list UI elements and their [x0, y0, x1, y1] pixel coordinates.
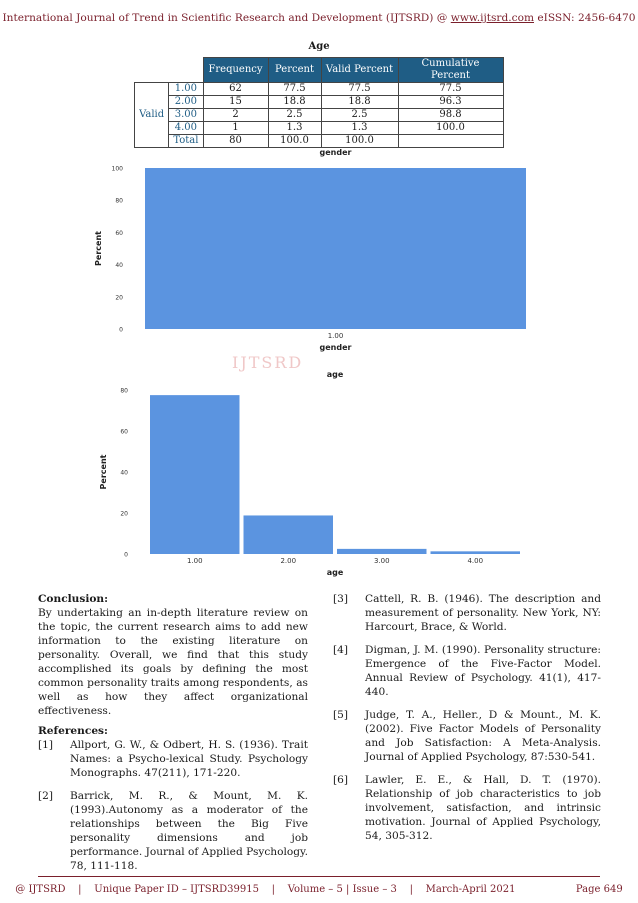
- table-cell: 1.3: [268, 122, 321, 135]
- table-row: [135, 122, 504, 135]
- reference-item: [333, 773, 601, 843]
- row-group-label: Valid: [135, 83, 169, 148]
- row-label: 4.00: [169, 122, 203, 135]
- reference-item: [38, 789, 308, 873]
- reference-number: [6]: [333, 774, 349, 786]
- table-cell: 100.0: [398, 122, 503, 135]
- chart-bar: [145, 168, 526, 329]
- reference-number: [5]: [333, 709, 349, 721]
- page-footer: @ IJTSRD | Unique Paper ID – IJTSRD39915 | Volume – 5 | Issue – 3 | March-April 2021 Page 649: [15, 884, 623, 895]
- reference-item: [333, 643, 601, 699]
- y-tick-label: 40: [115, 262, 123, 270]
- reference-text: Barrick, M. R., & Mount, M. K. (1993).Autonomy as a moderator of the relationships between the Big Five personality dimensions and job performance. Journal of Applied Psychology. 78, 111-118.: [70, 790, 308, 872]
- reference-number: [3]: [333, 593, 349, 605]
- table-title: Age: [308, 41, 330, 52]
- reference-number: [4]: [333, 644, 349, 656]
- chart-bar: [337, 549, 427, 554]
- table-cell: 2.5: [321, 109, 398, 122]
- reference-text: Cattell, R. B. (1946). The description and measurement of personality. New York, NY: Harcourt, Brace, & World.: [365, 593, 601, 633]
- journal-link[interactable]: www.ijtsrd.com: [450, 12, 534, 24]
- column-header: Valid Percent: [321, 58, 398, 83]
- table-cell: 2: [203, 109, 268, 122]
- age-frequency-table: [134, 57, 504, 148]
- chart-bar: [244, 515, 334, 554]
- table-cell: 18.8: [268, 96, 321, 109]
- x-axis-label: gender: [319, 343, 352, 352]
- table-row: [135, 96, 504, 109]
- table-cell: 98.8: [398, 109, 503, 122]
- gender-bar-chart: [0, 143, 638, 368]
- column-header: Cumulative Percent: [398, 58, 503, 83]
- reference-item: [333, 592, 601, 634]
- header-prefix: International Journal of Trend in Scientific Research and Development (IJTSRD) @: [2, 12, 451, 24]
- table-corner: [135, 58, 204, 83]
- row-label: 2.00: [169, 96, 203, 109]
- y-tick-label: 100: [111, 165, 123, 173]
- age-bar-chart: [0, 366, 638, 581]
- column-header: Percent: [268, 58, 321, 83]
- reference-item: [333, 708, 601, 764]
- table-cell: 96.3: [398, 96, 503, 109]
- table-cell: 1: [203, 122, 268, 135]
- x-tick-label: 1.00: [327, 332, 344, 340]
- table-cell: 77.5: [321, 83, 398, 96]
- left-column: [38, 592, 308, 882]
- table-cell: 80: [203, 135, 268, 148]
- chart-title: age: [326, 370, 344, 379]
- x-tick-label: 3.00: [373, 557, 390, 565]
- y-tick-label: 0: [124, 551, 128, 559]
- reference-text: Judge, T. A., Heller., D & Mount., M. K. (2002). Five Factor Models of Personality and Job Satisfaction: A Meta-Analysis. Journal of Applied Psychology, 87:530-541.: [365, 709, 601, 763]
- y-tick-label: 0: [119, 326, 123, 334]
- y-axis-label: Percent: [99, 454, 108, 490]
- conclusion-text: By undertaking an in-depth literature review on the topic, the current research aims to add new information to the existing literature on personality. Overall, we find that this study accomplished its goals by defining the most common personality traits among respondents, as well as how they affect organizational effectiveness.: [38, 607, 308, 717]
- reference-text: Lawler, E. E., & Hall, D. T. (1970). Relationship of job characteristics to job involvement, satisfaction, and intrinsic motivation. Journal of Applied Psychology, 54, 305-312.: [365, 774, 601, 842]
- y-tick-label: 20: [115, 294, 123, 302]
- x-tick-label: 1.00: [186, 557, 203, 565]
- row-label: 1.00: [169, 83, 203, 96]
- right-column: [333, 592, 601, 852]
- table-cell: 15: [203, 96, 268, 109]
- column-header: Frequency: [203, 58, 268, 83]
- y-tick-label: 80: [120, 387, 128, 395]
- table-row: [135, 109, 504, 122]
- conclusion-heading: Conclusion:: [38, 593, 109, 605]
- row-label: 3.00: [169, 109, 203, 122]
- row-label: Total: [169, 135, 203, 148]
- table-cell: 77.5: [268, 83, 321, 96]
- table-cell: 77.5: [398, 83, 503, 96]
- references-heading: References:: [38, 725, 108, 737]
- reference-number: [1]: [38, 739, 54, 751]
- table-header-row: [135, 58, 504, 83]
- chart-bar: [150, 395, 240, 554]
- footer-rule: [38, 876, 600, 877]
- table-cell: 18.8: [321, 96, 398, 109]
- table-cell: 62: [203, 83, 268, 96]
- y-tick-label: 60: [115, 229, 123, 237]
- x-tick-label: 2.00: [280, 557, 297, 565]
- chart-title: gender: [319, 148, 352, 157]
- chart-bar: [431, 551, 521, 554]
- table-row: [135, 83, 504, 96]
- header-suffix: eISSN: 2456-6470: [534, 12, 636, 24]
- y-tick-label: 60: [120, 428, 128, 436]
- reference-text: Allport, G. W., & Odbert, H. S. (1936). Trait Names: a Psycho-lexical Study. Psychology Monographs. 47(211), 171-220.: [70, 739, 308, 779]
- reference-number: [2]: [38, 790, 54, 802]
- reference-text: Digman, J. M. (1990). Personality structure: Emergence of the Five-Factor Model. Annual Review of Psychology. 41(1), 417-440.: [365, 644, 601, 698]
- y-tick-label: 20: [120, 510, 128, 518]
- y-tick-label: 80: [115, 197, 123, 205]
- x-tick-label: 4.00: [467, 557, 484, 565]
- x-axis-label: age: [326, 568, 344, 577]
- table-cell: 1.3: [321, 122, 398, 135]
- table-cell: 100.0: [268, 135, 321, 148]
- y-tick-label: 40: [120, 469, 128, 477]
- reference-item: [38, 738, 308, 780]
- journal-header: [0, 12, 638, 24]
- y-axis-label: Percent: [94, 231, 103, 266]
- watermark: IJTSRD: [232, 353, 304, 372]
- table-cell: 100.0: [321, 135, 398, 148]
- table-cell: 2.5: [268, 109, 321, 122]
